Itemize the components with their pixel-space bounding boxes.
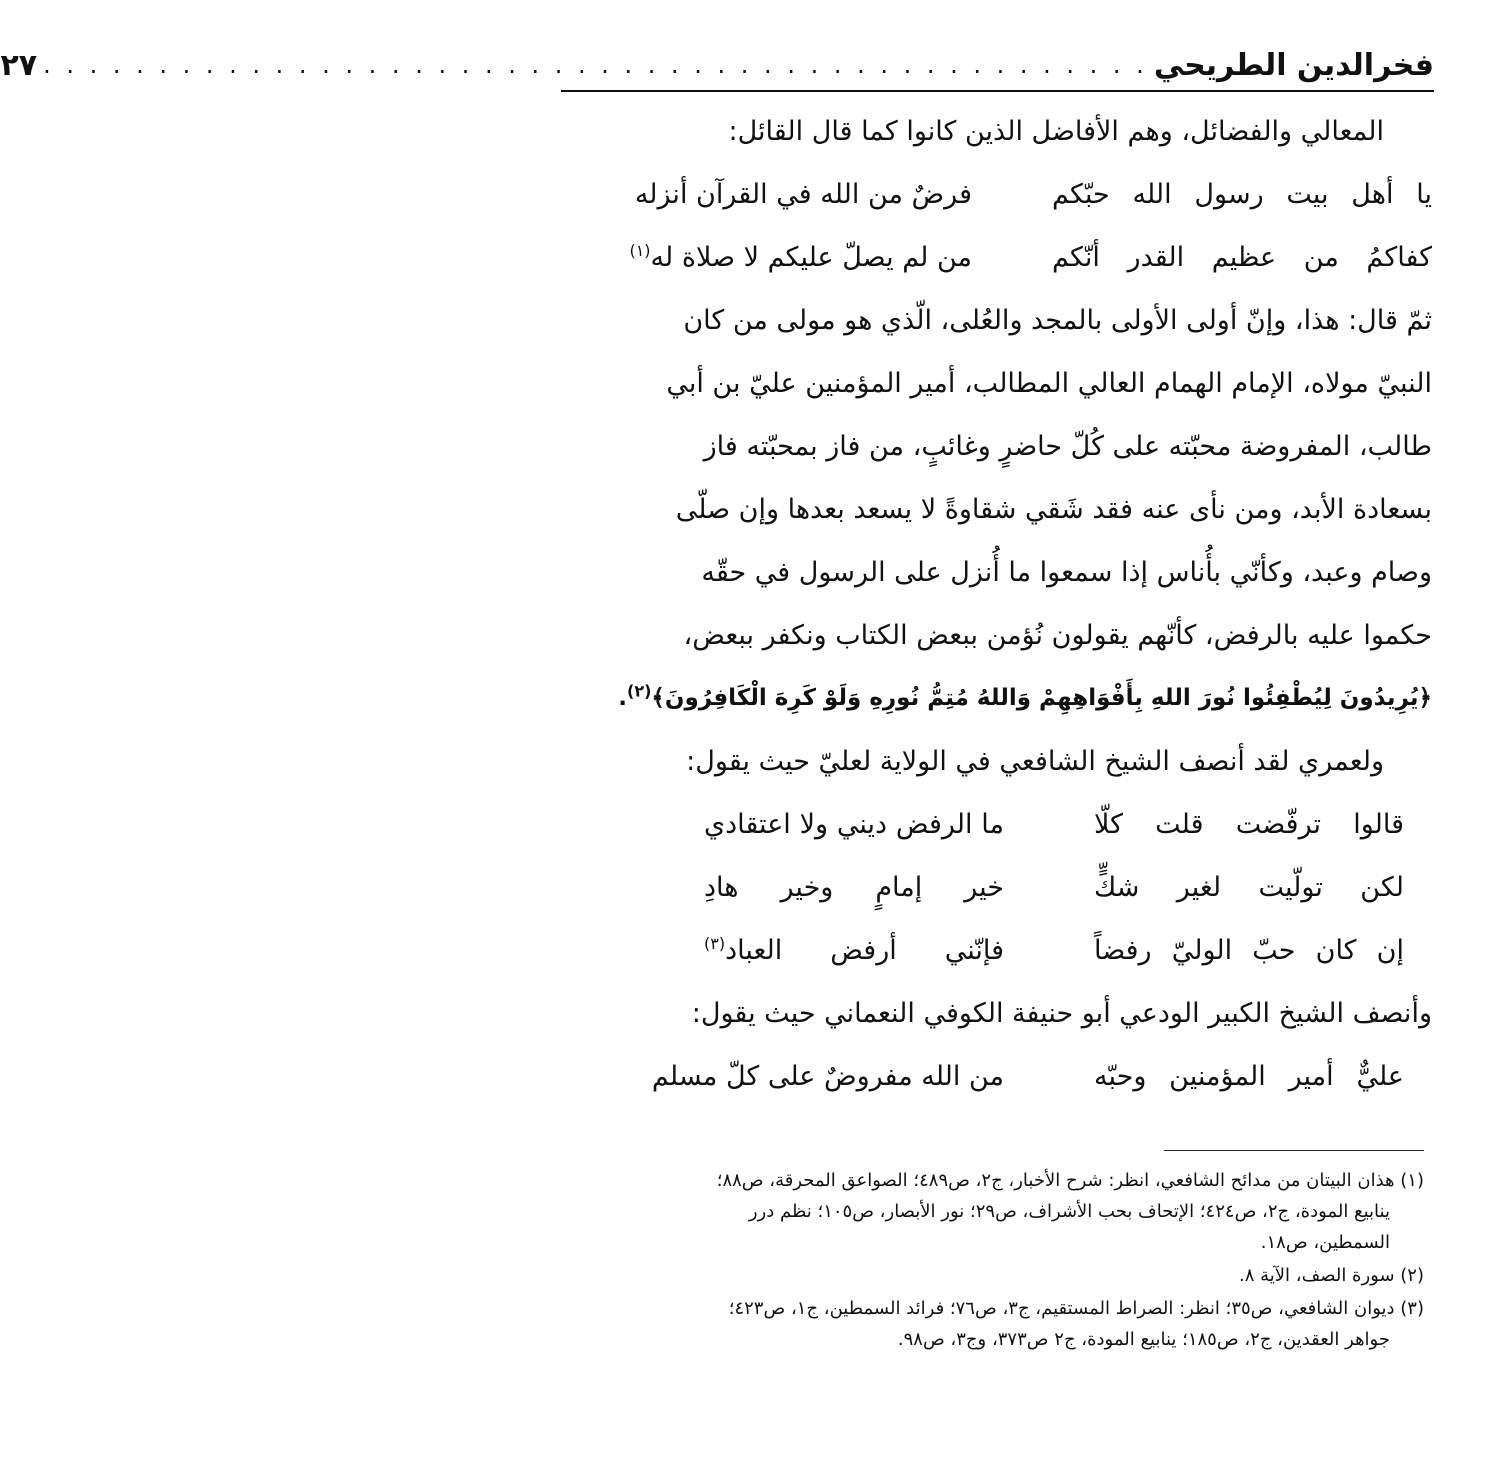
footnote-2: (٢) سورة الصف، الآية ٨. — [1239, 1265, 1424, 1286]
page-number: ٢٧ — [0, 47, 38, 83]
leader-dots: . . . . . . . . . . . . . . . . . . . . . . . . . . . . . . . . . . . . . . . . . . . . . . . . — [43, 51, 1148, 79]
paragraph-line: طالب، المفروضة محبّته على كُلّ حاضرٍ وغائبٍ، من فاز بمحبّته فاز — [703, 431, 1432, 462]
hemistich-first: قالوا ترفّضت قلت كلّا — [1094, 809, 1404, 840]
verse-line — [563, 226, 1432, 289]
verse-line — [563, 856, 1432, 919]
main-text — [563, 100, 1432, 1108]
paragraph-line: بسعادة الأبد، ومن نأى عنه فقد شَقي شقاوةً لا يسعد بعدها وإن صلّى — [675, 494, 1432, 525]
quran-verse: ﴿يُرِيدُونَ لِيُطْفِئُوا نُورَ اللهِ بِأَفْوَاهِهِمْ وَاللهُ مُتِمُّ نُورِهِ وَلَوْ كَرِهَ الْكَافِرُونَ﴾$^{(٢)}$. — [618, 681, 1432, 711]
footnote-3: (٣) ديوان الشافعي، ص٣٥؛ انظر: الصراط المستقيم، ج٣، ص٧٦؛ فرائد السمطين، ج١، ص٤٢٣؛ جواهر العقدين، ج٢، ص١٨٥؛ ينابيع المودة، ج٢ ص٣٧٣، وج٣، ص٩٨. — [728, 1298, 1424, 1350]
footnote-ref: (٢) — [627, 681, 652, 701]
hemistich-second: فرضٌ من الله في القرآن أنزله — [634, 179, 972, 210]
hemistich-second: من الله مفروضٌ على كلّ مسلم — [651, 1061, 1004, 1092]
verse-line — [563, 919, 1432, 982]
footnote-ref: (١) — [629, 241, 651, 260]
paragraph-line: النبيّ مولاه، الإمام الهمام العالي المطالب، أمير المؤمنين عليّ بن أبي — [666, 368, 1432, 399]
hemistich-second: من لم يصلّ عليكم لا صلاة له$^{(١)}$ — [629, 241, 972, 273]
footnote-1: (١) هذان البيتان من مدائح الشافعي، انظر: شرح الأخبار، ج٢، ص٤٨٩؛ الصواعق المحرقة، ص٨٨؛ ينابيع المودة، ج٢، ص٤٢٤؛ الإتحاف بحب الأشراف، ص٢٩؛ نور الأبصار، ص١٠٥؛ نظم درر السمطين، ص١٨. — [716, 1170, 1424, 1253]
paragraph-intro: المعالي والفضائل، وهم الأفاضل الذين كانوا كما قال القائل: — [728, 116, 1384, 147]
paragraph-abu-hanifa: وأنصف الشيخ الكبير الودعي أبو حنيفة الكوفي النعماني حيث يقول: — [691, 998, 1432, 1029]
hemistich-first: إن كان حبّ الوليّ رفضاً — [1094, 935, 1404, 966]
hemistich-second: خير إمامٍ وخير هادِ — [704, 872, 1004, 903]
hemistich-second: ما الرفض ديني ولا اعتقادي — [704, 809, 1004, 840]
hemistich-first: لكن تولّيت لغير شكٍّ — [1094, 872, 1404, 903]
page-header — [0, 40, 1434, 92]
paragraph-shafii: ولعمري لقد أنصف الشيخ الشافعي في الولاية لعليّ حيث يقول: — [686, 746, 1384, 777]
footnote-divider — [1164, 1150, 1424, 1151]
footnote-ref: (٣) — [704, 934, 726, 953]
footnotes — [563, 1165, 1424, 1357]
hemistich-first: عليٌّ أمير المؤمنين وحبّه — [1094, 1061, 1404, 1092]
verse-line — [563, 1045, 1432, 1108]
verse-line — [563, 163, 1432, 226]
paragraph-line: ثمّ قال: هذا، وإنّ أولى الأولى بالمجد والعُلى، الّذي هو مولى من كان — [683, 305, 1432, 336]
paragraph-line: حكموا عليه بالرفض، كأنّهم يقولون نُؤمن ببعض الكتاب ونكفر ببعض، — [683, 620, 1432, 651]
verse-line — [563, 793, 1432, 856]
running-title: فخرالدين الطريحي — [1153, 47, 1434, 83]
hemistich-first: يا أهل بيت رسول الله حبّكم — [1052, 179, 1432, 210]
hemistich-second: فإنّني أرفض العباد$^{(٣)}$ — [704, 934, 1004, 966]
hemistich-first: كفاكمُ من عظيم القدر أنّكم — [1052, 242, 1432, 273]
paragraph-line: وصام وعبد، وكأنّي بأُناس إذا سمعوا ما أُنزل على الرسول في حقّه — [701, 557, 1432, 588]
